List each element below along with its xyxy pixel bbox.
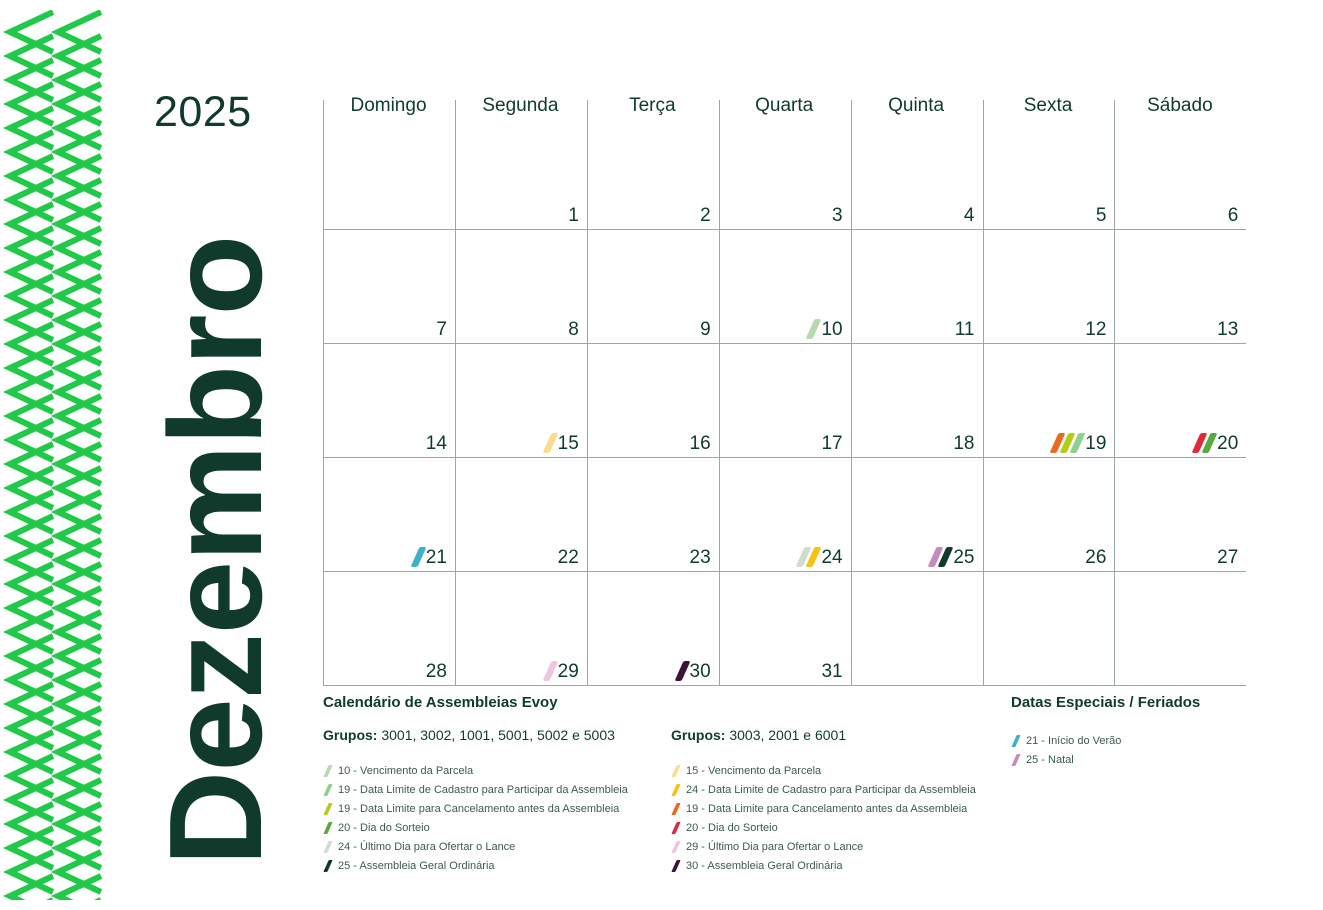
month-title: Dezembro <box>142 235 289 866</box>
legend-text: 20 - Dia do Sorteio <box>686 821 778 834</box>
event-marker <box>674 661 690 681</box>
legend-item <box>671 856 976 875</box>
day-cell[interactable] <box>851 343 983 457</box>
legend-text: 29 - Último Dia para Ofertar o Lance <box>686 840 864 853</box>
weekday-header: Quarta <box>755 95 814 116</box>
day-number: 19 <box>1085 433 1107 454</box>
day-cell[interactable] <box>1114 229 1246 343</box>
day-cell[interactable] <box>1114 457 1246 571</box>
event-marker <box>806 319 822 339</box>
weekday-header: Domingo <box>350 95 427 116</box>
event-markers <box>1053 433 1082 453</box>
day-cell[interactable] <box>587 229 719 343</box>
legend-text: 19 - Data Limite para Cancelamento antes da Assembleia <box>338 802 620 815</box>
day-number: 29 <box>557 661 579 682</box>
day-number: 8 <box>568 319 579 340</box>
day-cell[interactable] <box>983 457 1115 571</box>
day-number: 14 <box>425 433 447 454</box>
day-number: 18 <box>953 433 975 454</box>
special-dates-legend <box>1011 731 1121 769</box>
special-dates-title: Datas Especiais / Feriados <box>1011 694 1201 711</box>
day-number-group <box>1228 205 1239 227</box>
day-cell[interactable] <box>455 457 587 571</box>
day-number-group <box>1085 547 1106 569</box>
event-markers <box>546 661 555 681</box>
event-markers <box>414 547 423 567</box>
legend-text: 19 - Data Limite para Cancelamento antes da Assembleia <box>686 802 968 815</box>
day-number: 20 <box>1217 433 1239 454</box>
legend-marker <box>1011 754 1020 766</box>
legend-marker <box>323 860 332 872</box>
legend-marker <box>323 803 332 815</box>
day-number: 15 <box>557 433 579 454</box>
legend-text: 30 - Assembleia Geral Ordinária <box>686 859 843 872</box>
day-number-group <box>821 433 842 455</box>
day-number: 16 <box>689 433 711 454</box>
day-number: 24 <box>821 547 843 568</box>
day-cell[interactable] <box>323 115 455 229</box>
legend-marker <box>323 784 332 796</box>
weekday-header: Sexta <box>1023 95 1073 116</box>
day-number: 9 <box>700 319 711 340</box>
day-number: 10 <box>821 319 843 340</box>
day-cell[interactable] <box>1114 571 1246 685</box>
day-cell[interactable] <box>587 115 719 229</box>
day-number: 17 <box>821 433 843 454</box>
legend-marker <box>323 841 332 853</box>
legend-item <box>671 799 976 818</box>
group-a-label: Grupos: <box>323 727 378 743</box>
day-number-group <box>546 661 579 683</box>
day-number: 1 <box>568 205 579 226</box>
day-number: 4 <box>963 205 975 226</box>
day-cell[interactable] <box>1114 115 1246 229</box>
legend-item <box>323 818 628 837</box>
legend-item <box>671 780 976 799</box>
legend-marker <box>323 765 332 777</box>
day-cell[interactable] <box>323 229 455 343</box>
legend-item <box>1011 731 1121 750</box>
group-b-legend <box>671 761 976 875</box>
day-cell[interactable] <box>719 457 851 571</box>
day-number: 6 <box>1227 205 1239 226</box>
grid-divider <box>323 685 1246 686</box>
event-marker <box>542 433 558 453</box>
group-b-header <box>671 727 846 743</box>
decorative-chevron-pattern <box>0 0 110 910</box>
legend-text: 25 - Assembleia Geral Ordinária <box>338 859 495 872</box>
day-number-group <box>436 319 447 341</box>
day-cell[interactable] <box>455 571 587 685</box>
day-number-group <box>832 205 843 227</box>
day-cell[interactable] <box>455 115 587 229</box>
day-cell[interactable] <box>323 343 455 457</box>
day-number: 28 <box>425 661 447 682</box>
legend-item <box>323 856 628 875</box>
day-number-group <box>799 547 842 569</box>
legend-marker <box>1011 735 1020 747</box>
day-cell[interactable] <box>587 571 719 685</box>
day-number-group <box>414 547 447 569</box>
day-cell[interactable] <box>983 571 1115 685</box>
event-marker <box>410 547 426 567</box>
event-markers <box>799 547 818 567</box>
legend-text: 24 - Data Limite de Cadastro para Participar da Assembleia <box>686 783 976 796</box>
legend-text: 10 - Vencimento da Parcela <box>338 764 474 777</box>
legend-item <box>671 837 976 856</box>
day-cell[interactable] <box>455 343 587 457</box>
day-cell[interactable] <box>587 457 719 571</box>
calendar-grid <box>323 95 1246 686</box>
day-number-group <box>568 205 579 227</box>
day-number-group <box>1096 205 1107 227</box>
day-number: 12 <box>1085 319 1107 340</box>
legend-marker <box>671 765 680 777</box>
day-number-group <box>821 661 842 683</box>
day-number-group <box>931 547 974 569</box>
day-cell[interactable] <box>719 115 851 229</box>
assemblies-title: Calendário de Assembleias Evoy <box>323 694 558 711</box>
event-markers <box>931 547 950 567</box>
group-a-legend <box>323 761 628 875</box>
day-number: 23 <box>689 547 711 568</box>
legend-marker <box>671 784 680 796</box>
day-number-group <box>1085 319 1106 341</box>
day-number-group <box>690 433 711 455</box>
day-number: 27 <box>1217 547 1239 568</box>
day-number-group <box>809 319 842 341</box>
weekday-header: Terça <box>629 95 676 116</box>
group-a-header <box>323 727 615 743</box>
day-number: 26 <box>1085 547 1107 568</box>
legend-marker <box>671 803 680 815</box>
event-markers <box>809 319 818 339</box>
event-markers <box>1195 433 1214 453</box>
day-cell[interactable] <box>851 229 983 343</box>
legend-marker <box>671 822 680 834</box>
day-number-group <box>558 547 579 569</box>
day-number-group <box>964 205 975 227</box>
day-number-group <box>1217 547 1238 569</box>
day-number: 31 <box>821 661 843 682</box>
day-number: 7 <box>436 319 447 340</box>
event-markers <box>546 433 555 453</box>
day-cell[interactable] <box>1114 343 1246 457</box>
legend-text: 24 - Último Dia para Ofertar o Lance <box>338 840 516 853</box>
legend-item <box>323 780 628 799</box>
day-number: 2 <box>700 205 711 226</box>
day-cell[interactable] <box>323 571 455 685</box>
legend-marker <box>323 822 332 834</box>
legend-item <box>323 799 628 818</box>
day-cell[interactable] <box>455 229 587 343</box>
weekday-header: Quinta <box>888 95 945 116</box>
legend-item <box>323 837 628 856</box>
day-number-group <box>700 319 711 341</box>
day-number: 22 <box>557 547 579 568</box>
group-b-label: Grupos: <box>671 727 726 743</box>
event-markers <box>678 661 687 681</box>
day-number-group <box>690 547 711 569</box>
day-number-group <box>1195 433 1238 455</box>
weekday-header: Sábado <box>1147 95 1213 116</box>
event-marker <box>542 661 558 681</box>
day-cell[interactable] <box>851 115 983 229</box>
group-a-values: 3001, 3002, 1001, 5001, 5002 e 5003 <box>381 727 615 743</box>
day-number: 11 <box>954 319 975 340</box>
day-number-group <box>955 319 975 341</box>
day-number-group <box>700 205 711 227</box>
day-cell[interactable] <box>851 571 983 685</box>
day-number-group <box>426 661 447 683</box>
day-cell[interactable] <box>719 343 851 457</box>
day-cell[interactable] <box>719 229 851 343</box>
legend-text: 20 - Dia do Sorteio <box>338 821 430 834</box>
legend-item <box>1011 750 1121 769</box>
day-number: 25 <box>953 547 975 568</box>
day-cell[interactable] <box>983 343 1115 457</box>
legend-item <box>671 818 976 837</box>
legend-item <box>323 761 628 780</box>
day-number-group <box>426 433 447 455</box>
legend-marker <box>671 841 680 853</box>
day-cell[interactable] <box>323 457 455 571</box>
day-number-group <box>678 661 711 683</box>
day-number-group <box>1217 319 1238 341</box>
weekday-header: Segunda <box>482 95 559 116</box>
group-b-values: 3003, 2001 e 6001 <box>729 727 847 743</box>
day-cell[interactable] <box>587 343 719 457</box>
day-cell[interactable] <box>851 457 983 571</box>
legend-text: 25 - Natal <box>1026 753 1074 766</box>
day-number: 30 <box>689 661 711 682</box>
day-cell[interactable] <box>983 229 1115 343</box>
day-number-group <box>953 433 974 455</box>
day-number: 5 <box>1095 205 1107 226</box>
day-number: 21 <box>425 547 447 568</box>
day-number: 3 <box>832 205 843 226</box>
legend-text: 15 - Vencimento da Parcela <box>686 764 822 777</box>
legend-text: 19 - Data Limite de Cadastro para Participar da Assembleia <box>338 783 628 796</box>
legend-item <box>671 761 976 780</box>
day-cell[interactable] <box>719 571 851 685</box>
day-number: 13 <box>1217 319 1239 340</box>
day-number-group <box>568 319 579 341</box>
year-label: 2025 <box>154 88 252 136</box>
day-cell[interactable] <box>983 115 1115 229</box>
day-number-group <box>1053 433 1106 455</box>
day-number-group <box>546 433 579 455</box>
legend-text: 21 - Início do Verão <box>1026 734 1122 747</box>
legend-marker <box>671 860 680 872</box>
